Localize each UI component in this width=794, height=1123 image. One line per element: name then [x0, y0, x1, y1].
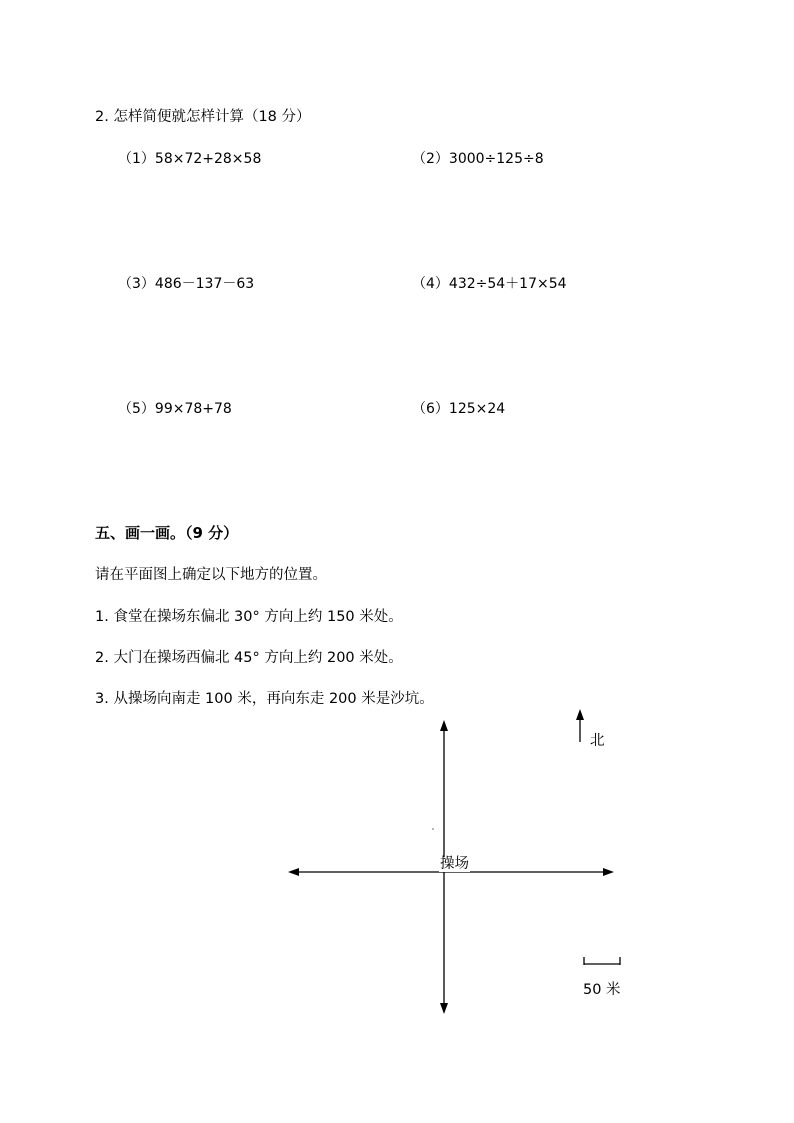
- axis-arrow-left: [288, 868, 299, 876]
- section-5-title: 五、画一画。（9 分）: [95, 524, 239, 542]
- task-2: 2. 大门在操场西偏北 45° 方向上约 200 米处。: [95, 650, 403, 666]
- task-3: 3. 从操场向南走 100 米，再向东走 200 米是沙坑。: [95, 691, 434, 707]
- calc-item-4: （4）432÷54＋17×54: [412, 276, 567, 292]
- center-label: 操场: [440, 856, 469, 872]
- question-2-title: 2. 怎样简便就怎样计算（18 分）: [95, 109, 311, 125]
- dot-mark: [432, 828, 433, 829]
- calc-item-3: （3）486－137－63: [118, 276, 255, 292]
- calc-item-2: （2）3000÷125÷8: [412, 151, 544, 167]
- task-1: 1. 食堂在操场东偏北 30° 方向上约 150 米处。: [95, 609, 403, 625]
- calc-item-1: （1）58×72+28×58: [118, 151, 262, 167]
- section-5-instruction: 请在平面图上确定以下地方的位置。: [95, 567, 327, 583]
- axis-arrow-up: [440, 720, 448, 731]
- north-label: 北: [590, 733, 605, 749]
- axis-arrow-right: [603, 868, 614, 876]
- scale-label: 50 米: [583, 982, 621, 998]
- calc-item-5: （5）99×78+78: [118, 401, 232, 417]
- calc-item-6: （6）125×24: [412, 401, 506, 417]
- north-arrow-icon: [576, 709, 584, 720]
- axis-arrow-down: [440, 1003, 448, 1014]
